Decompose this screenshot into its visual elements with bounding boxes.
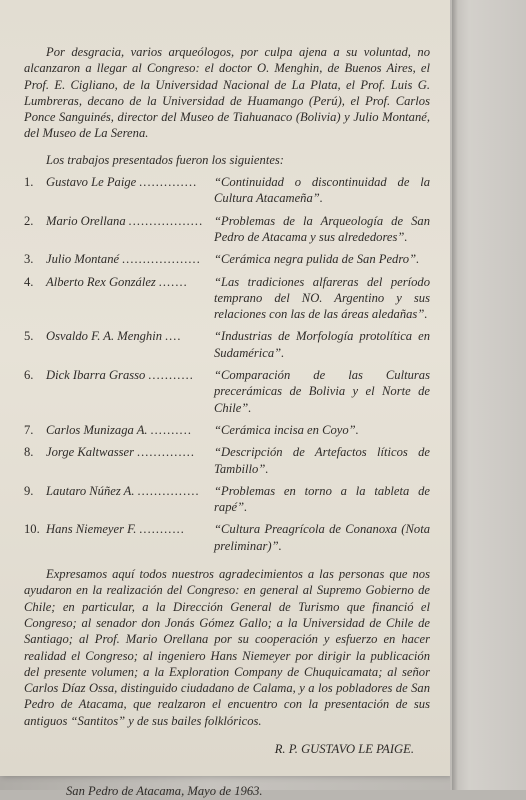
paper-author: Jorge Kaltwasser: [46, 445, 135, 460]
leader-dots: ....: [165, 329, 182, 344]
paper-author-cell: [46, 213, 214, 229]
paper-author: Carlos Munizaga A.: [46, 422, 148, 437]
paper-item: [24, 328, 430, 361]
leader-dots: ...................: [122, 252, 202, 267]
paper-number: 8.: [24, 445, 34, 460]
paper-item: [24, 521, 430, 554]
page-content: [24, 44, 430, 800]
paper-title: “Descripción de Artefactos líticos de Tambillo”.: [214, 445, 430, 476]
paper-number: 9.: [24, 483, 34, 498]
intro-paragraph: Por desgracia, varios arqueólogos, por culpa ajena a su voluntad, no alcanzaron a llegar al Congreso: el doctor O. Menghin, de Buenos Aires, el Prof. E. Cigliano, de la Universidad Nacional de La Plata, el Prof. Luis G. Lumbreras, decano de la Universidad de Huamango (Perú), el Prof. Carlos Ponce Sanguinés, director del Museo de Tiahuanaco (Bolivia) y Julio Montané, del Museo de La Serena.: [24, 45, 430, 141]
paper-author: Julio Montané: [46, 252, 120, 267]
list-heading: Los trabajos presentados fueron los siguientes:: [46, 152, 285, 167]
paper-number: 1.: [24, 175, 34, 190]
leader-dots: ..........: [150, 422, 193, 437]
paper-author: Dick Ibarra Grasso: [46, 368, 146, 383]
paper-item: [24, 251, 430, 267]
paper-title: “Cerámica incisa en Coyo”.: [214, 422, 359, 437]
paper-item: [24, 274, 430, 323]
paper-author-cell: [46, 274, 214, 290]
papers-list: [24, 174, 430, 554]
paper-number: 3.: [24, 252, 34, 267]
paper-author-cell: [46, 422, 214, 438]
leader-dots: ...........: [139, 522, 186, 537]
paper-number: 7.: [24, 422, 34, 437]
paper-number: 5.: [24, 329, 34, 344]
paper-author-cell: [46, 251, 214, 267]
paper-number: 4.: [24, 274, 34, 289]
paper-title: “Comparación de las Culturas precerámicas de Bolivia y el Norte de Chile”.: [214, 368, 430, 415]
paper-author: Hans Niemeyer F.: [46, 522, 137, 537]
leader-dots: ..............: [139, 175, 198, 190]
paper-author-cell: [46, 328, 214, 344]
paper-item: [24, 422, 430, 438]
paper-item: [24, 483, 430, 516]
leader-dots: ...............: [137, 483, 200, 498]
leader-dots: ..................: [128, 213, 204, 228]
leader-dots: ..............: [137, 445, 196, 460]
paper-title: “Cerámica negra pulida de San Pedro”.: [214, 252, 420, 267]
paper-author: Osvaldo F. A. Menghin: [46, 329, 163, 344]
paper-item: [24, 367, 430, 416]
paper-item: [24, 174, 430, 207]
leader-dots: ...........: [148, 368, 195, 383]
paper-number: 10.: [24, 522, 40, 537]
paper-number: 6.: [24, 368, 34, 383]
paper-author-cell: [46, 483, 214, 499]
paper-item: [24, 213, 430, 246]
paper-author-cell: [46, 174, 214, 190]
paper-title: “Cultura Preagrícola de Conanoxa (Nota preliminar)”.: [214, 522, 430, 553]
paper-author: Alberto Rex González: [46, 274, 156, 289]
paper-item: [24, 444, 430, 477]
paper-title: “Industrias de Morfología protolítica en Sudamérica”.: [214, 329, 430, 360]
paper-title: “Problemas de la Arqueología de San Pedro de Atacama y sus alrededores”.: [214, 213, 430, 244]
paper-author-cell: [46, 367, 214, 383]
paper-author: Mario Orellana: [46, 213, 126, 228]
paper-title: “Continuidad o discontinuidad de la Cultura Atacameña”.: [214, 175, 430, 206]
acknowledgements-paragraph: Expresamos aquí todos nuestros agradecimientos a las personas que nos ayudaron en la realización del Congreso: en general al Supremo Gobierno de Chile; en particular, a la Dirección General de Turismo que financió el Congreso; al senador don Jonás Gómez Gallo; a la Universidad de Chile de Santiago; al Prof. Mario Orellana por su cooperación y esfuerzo en hacer realidad el Congreso; al ingeniero Hans Niemeyer por dirigir la publicación del presente volumen; a la Exploration Company de Chuquicamata; al señor Carlos Díaz Ossa, distinguido ciudadano de Calama, y a los pobladores de San Pedro de Atacama, que realzaron el encuentro con la presentación de sus antiguos “Santitos” y de sus bailes folklóricos.: [24, 567, 430, 728]
paper-author: Gustavo Le Paige: [46, 175, 137, 190]
paper-author-cell: [46, 521, 214, 537]
leader-dots: .......: [158, 274, 189, 289]
place-date: San Pedro de Atacama, Mayo de 1963.: [66, 784, 263, 799]
signature: R. P. GUSTAVO LE PAIGE.: [274, 741, 414, 756]
paper-author: Lautaro Núñez A.: [46, 483, 135, 498]
paper-author-cell: [46, 444, 214, 460]
next-page-edge: [450, 0, 526, 790]
paper-number: 2.: [24, 213, 34, 228]
paper-title: “Problemas en torno a la tableta de rapé”.: [214, 483, 430, 515]
paper-title: “Las tradiciones alfareras del período temprano del NO. Argentino y sus relaciones con las de las áreas aledañas”.: [214, 274, 430, 322]
